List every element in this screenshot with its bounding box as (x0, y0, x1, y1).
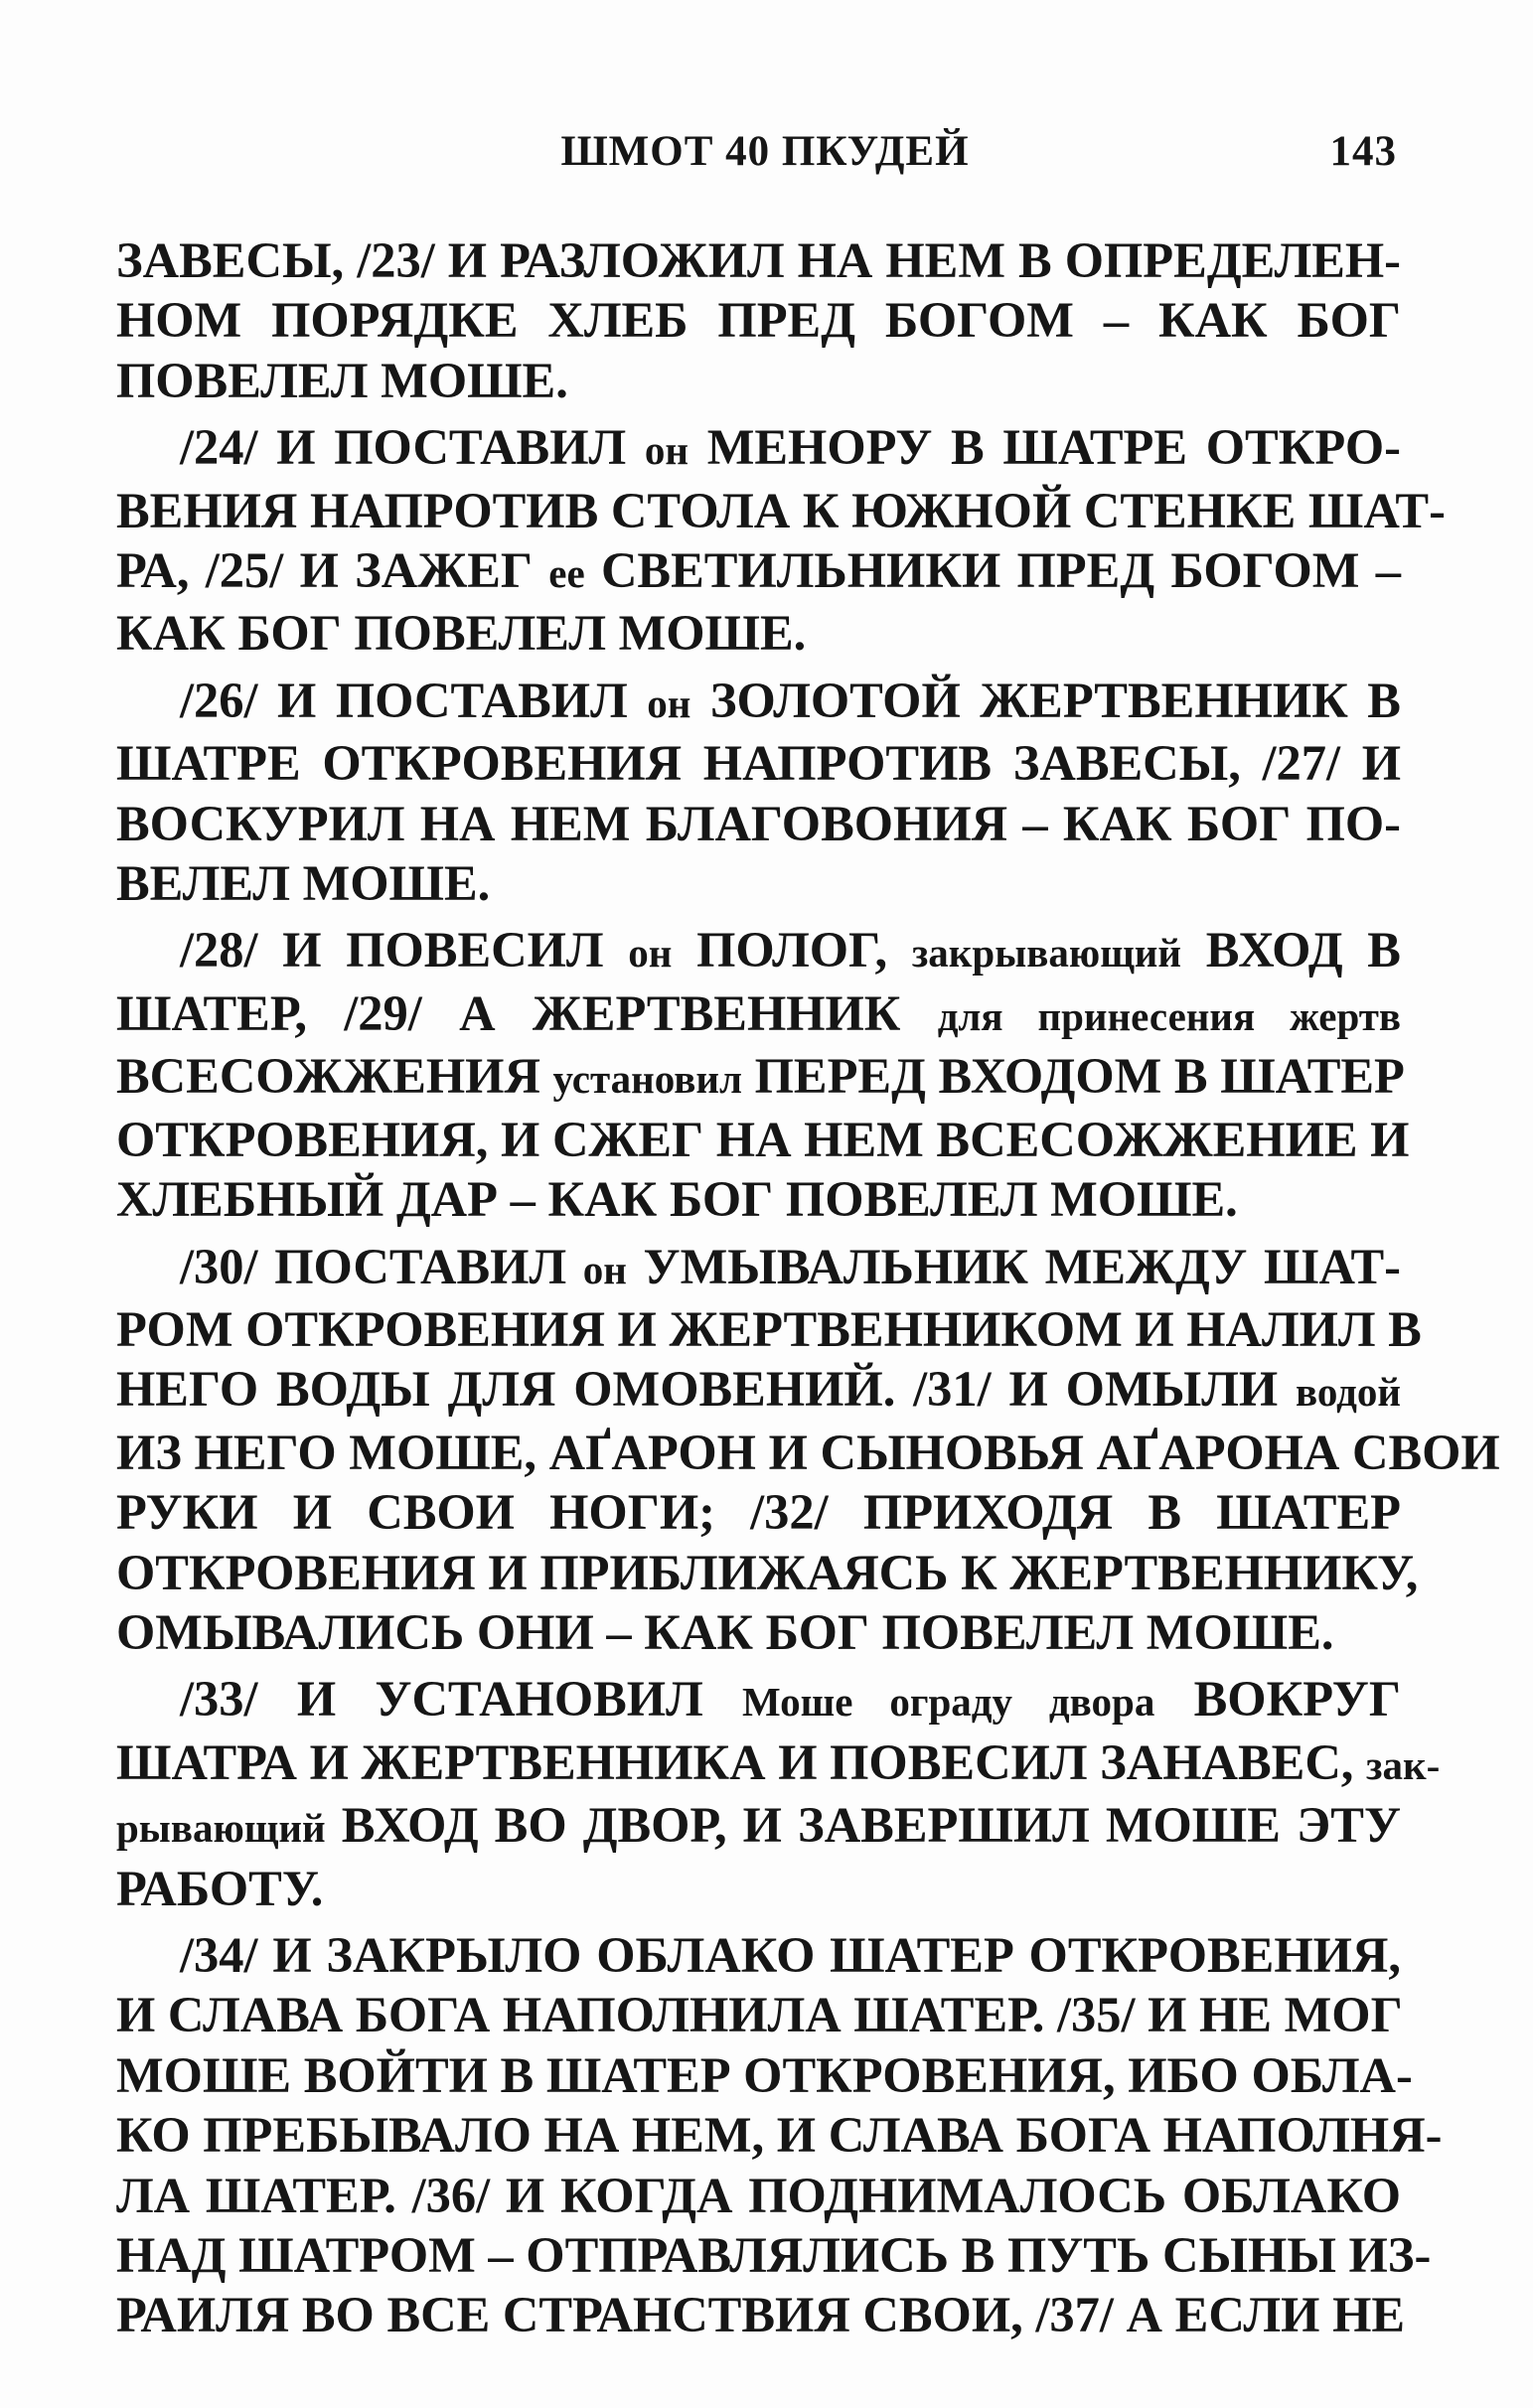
text-line (116, 1543, 1419, 1602)
text-segment: МЕНОРУ В ШАТРЕ ОТКРО- (688, 419, 1401, 476)
paragraph (116, 417, 1446, 664)
text-segment: /26/ И ПОСТАВИЛ (180, 672, 648, 728)
text-line (116, 733, 1401, 793)
text-line (116, 2225, 1432, 2285)
text-segment: ВОКРУГ (1154, 1671, 1401, 1728)
text-segment: УМЫВАЛЬНИК МЕЖДУ ШАТ- (626, 1238, 1402, 1294)
text-line (116, 351, 1401, 410)
text-line (116, 2045, 1413, 2105)
lowercase-insert: он (582, 1246, 627, 1292)
text-line (116, 1602, 1401, 1662)
text-line (116, 983, 1401, 1046)
text-segment: НОМ ПОРЯДКЕ ХЛЕБ ПРЕД БОГОМ – КАК БОГ (116, 292, 1401, 349)
text-segment: И СЛАВА БОГА НАПОЛНИЛА ШАТЕР. /35/ И НЕ МОГ (116, 1987, 1403, 2043)
text-line (116, 2105, 1443, 2165)
text-segment: /34/ И ЗАКРЫЛО ОБЛАКО ШАТЕР ОТКРОВЕНИЯ, (180, 1926, 1401, 1983)
lowercase-insert: для принесения жертв (937, 992, 1402, 1039)
text-segment: ШАТЕР, /29/ А ЖЕРТВЕННИК (116, 984, 938, 1041)
text-segment: ВОСКУРИЛ НА НЕМ БЛАГОВОНИЯ – КАК БОГ ПО- (116, 795, 1401, 851)
running-title: ШМОТ 40 ПКУДЕЙ (560, 128, 970, 175)
lowercase-insert: он (644, 427, 689, 474)
lowercase-insert: установил (552, 1056, 742, 1103)
text-line (116, 1423, 1500, 1482)
text-segment: РАБОТУ. (116, 1860, 324, 1916)
text-line (116, 540, 1401, 603)
lowercase-insert: зак- (1366, 1741, 1441, 1788)
text-segment: НЕГО ВОДЫ ДЛЯ ОМОВЕНИЙ. /31/ И ОМЫЛИ (116, 1361, 1296, 1418)
text-line (116, 1985, 1401, 2044)
text-segment: ИЗ НЕГО МОШЕ, АҐАРОН И СЫНОВЬЯ АҐАРОНА СВОИ (116, 1424, 1500, 1480)
text-segment: /33/ И УСТАНОВИЛ (180, 1671, 742, 1728)
text-segment: РА, /25/ И ЗАЖЕГ (116, 542, 549, 599)
lowercase-insert: он (647, 679, 691, 726)
text-segment: ПЕРЕД ВХОДОМ В ШАТЕР (742, 1048, 1405, 1105)
text-segment: /30/ ПОСТАВИЛ (180, 1238, 583, 1294)
text-line (116, 794, 1401, 853)
text-segment: ЗОЛОТОЙ ЖЕРТВЕННИК В (690, 672, 1401, 728)
paragraph (116, 1925, 1443, 2345)
text-segment: ОТКРОВЕНИЯ, И СЖЕГ НА НЕМ ВСЕСОЖЖЕНИЕ И (116, 1111, 1410, 1167)
text-segment: МОШЕ ВОЙТИ В ШАТЕР ОТКРОВЕНИЯ, ИБО ОБЛА- (116, 2046, 1413, 2103)
text-line (116, 1110, 1410, 1169)
text-segment: ХЛЕБНЫЙ ДАР – КАК БОГ ПОВЕЛЕЛ МОШЕ. (116, 1171, 1238, 1228)
text-segment: СВЕТИЛЬНИКИ ПРЕД БОГОМ – (584, 542, 1401, 599)
text-line (116, 290, 1401, 350)
paragraph (116, 671, 1401, 914)
text-line (116, 230, 1401, 290)
text-segment: ЛА ШАТЕР. /36/ И КОГДА ПОДНИМАЛОСЬ ОБЛАКО (116, 2167, 1401, 2223)
text-line (116, 1299, 1422, 1359)
text-line (116, 671, 1401, 733)
text-line (116, 603, 1401, 663)
text-line (116, 1859, 1401, 1918)
text-segment: /28/ И ПОВЕСИЛ (180, 922, 629, 978)
text-line (116, 2285, 1406, 2344)
paragraph (116, 230, 1401, 410)
text-line (116, 1046, 1405, 1109)
text-segment: ВХОД В (1181, 922, 1401, 978)
text-line (116, 417, 1401, 480)
text-segment: РУКИ И СВОИ НОГИ; /32/ ПРИХОДЯ В ШАТЕР (116, 1484, 1401, 1541)
lowercase-insert: Моше ограду двора (742, 1679, 1155, 1726)
text-segment: ВХОД ВО ДВОР, И ЗАВЕРШИЛ МОШЕ ЭТУ (325, 1797, 1401, 1854)
text-line (116, 920, 1401, 982)
text-line (116, 481, 1446, 540)
text-segment: ВСЕСОЖЖЕНИЯ (116, 1048, 553, 1105)
text-segment: ЗАВЕСЫ, /23/ И РАЗЛОЖИЛ НА НЕМ В ОПРЕДЕЛЕН- (116, 232, 1401, 288)
text-line (116, 1482, 1401, 1542)
text-segment: РОМ ОТКРОВЕНИЯ И ЖЕРТВЕННИКОМ И НАЛИЛ В (116, 1300, 1422, 1357)
lowercase-insert: закрывающий (911, 930, 1182, 977)
text-segment: РАИЛЯ ВО ВСЕ СТРАНСТВИЯ СВОИ, /37/ А ЕСЛИ НЕ (116, 2287, 1406, 2343)
text-segment: ПОВЕЛЕЛ МОШЕ. (116, 352, 568, 408)
text-line (116, 1169, 1401, 1229)
body-text (116, 230, 1500, 2352)
text-line (116, 1237, 1401, 1299)
text-line (116, 853, 1401, 913)
text-segment: /24/ И ПОСТАВИЛ (180, 419, 645, 476)
lowercase-insert: он (628, 930, 673, 977)
text-segment: ШАТРЕ ОТКРОВЕНИЯ НАПРОТИВ ЗАВЕСЫ, /27/ И (116, 735, 1401, 792)
lowercase-insert: рывающий (116, 1805, 326, 1852)
text-line (116, 2166, 1401, 2225)
paragraph (116, 920, 1410, 1229)
text-line (116, 1925, 1401, 1985)
text-segment: КО ПРЕБЫВАЛО НА НЕМ, И СЛАВА БОГА НАПОЛНЯ- (116, 2107, 1443, 2164)
text-segment: КАК БОГ ПОВЕЛЕЛ МОШЕ. (116, 605, 807, 662)
text-line (116, 1669, 1401, 1731)
lowercase-insert: водой (1295, 1369, 1401, 1416)
text-segment: ВЕНИЯ НАПРОТИВ СТОЛА К ЮЖНОЙ СТЕНКЕ ШАТ- (116, 482, 1446, 538)
text-segment: ОМЫВАЛИСЬ ОНИ – КАК БОГ ПОВЕЛЕЛ МОШЕ. (116, 1603, 1334, 1660)
paragraph (116, 1237, 1500, 1663)
text-segment: НАД ШАТРОМ – ОТПРАВЛЯЛИСЬ В ПУТЬ СЫНЫ ИЗ- (116, 2227, 1432, 2283)
text-line (116, 1732, 1441, 1795)
text-segment: ОТКРОВЕНИЯ И ПРИБЛИЖАЯСЬ К ЖЕРТВЕННИКУ, (116, 1544, 1419, 1600)
lowercase-insert: ее (548, 550, 585, 597)
page-number: 143 (1329, 128, 1397, 175)
text-segment: ПОЛОГ, (672, 922, 912, 978)
paragraph (116, 1669, 1441, 1918)
text-line (116, 1359, 1401, 1422)
text-segment: ВЕЛЕЛ МОШЕ. (116, 855, 491, 912)
page-header (119, 127, 1411, 197)
text-segment: ШАТРА И ЖЕРТВЕННИКА И ПОВЕСИЛ ЗАНАВЕС, (116, 1733, 1367, 1790)
text-line (116, 1795, 1401, 1858)
